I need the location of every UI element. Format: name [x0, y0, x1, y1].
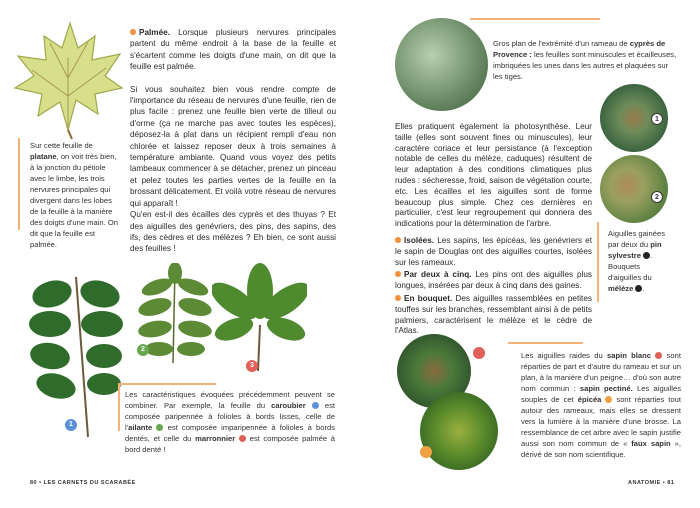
term: Isolées.: [404, 235, 435, 245]
term-text: Lorsque plusieurs nervures principales partent du même endroit à la base de la feuille et s'écartent comme les doigts d'une main, on dit que la feuille est palmée.: [130, 28, 336, 72]
sapin-caption: [521, 350, 681, 460]
caption-bold: mélèze: [608, 284, 634, 293]
term-text: Les pins ont des aiguilles plus longues, insérées par deux à cinq dans des gaines.: [395, 270, 592, 291]
term-text: Les sapins, les épicéas, les genévriers et le sapin de Douglas ont des aiguilles courtes, isolées sur les rameaux.: [395, 235, 592, 267]
caption-text: Les aiguilles souples de cet: [521, 384, 681, 404]
meleze-photo: [600, 155, 668, 223]
caption-bold: ailante: [128, 423, 153, 432]
caption-text: Les aiguilles raides du: [521, 351, 608, 360]
needle-badge-1: 1: [651, 113, 663, 125]
platane-leaf-illustration: [10, 18, 128, 140]
sapin-badge-1: [473, 347, 485, 359]
needle-badge-2: 2: [651, 191, 663, 203]
paragraph: Elles pratiquent également la photosynthèse. Leur taille (elles sont souvent fines ou minuscules), leur caractère coriace et leur persistance (à l'exception notable de celles du mélèze, caduques) résultent de leur adaptation à des conditions climatiques plus rudes : sécheresse, froid, saison de végétation courte, etc. Les écailles et les aiguilles sont de forme beaucoup plus simple. Chez ces dernières en particulier, c'est leur regroupement qui donnera des indications pour la détermination de l'arbre.: [395, 122, 592, 229]
paragraph: Qu'en est-il des écailles des cyprès et des thuyas ? Et des aiguilles des genévriers, des pins, des sapins, des ifs, des cèdres et des mélèzes ? Eh bien, ce sont aussi des feuilles !: [130, 210, 336, 254]
term: Par deux à cinq.: [404, 270, 472, 280]
bullet-dot: [130, 29, 136, 35]
caption-text: sont réparties tout autour des rameaux, mais elles se dressent vers la lumière à la manière d'une brosse. La ressemblance de cet arbre avec le sapin justifie aussi son nom commun de «: [521, 395, 681, 448]
left-footer: 80 • LES CARNETS DU SCARABÉE: [30, 480, 136, 486]
caption-bold: cyprès de Provence :: [493, 39, 666, 59]
bullet-bouquet: [395, 294, 592, 337]
right-column-text: [395, 122, 592, 337]
caption-bold: épicéa: [577, 395, 602, 404]
caption-text: Gros plan de l'extrémité d'un rameau de: [493, 39, 630, 48]
caption-bold: faux sapin: [631, 439, 671, 448]
caption-text: Sur cette feuille de: [30, 141, 93, 150]
needles-caption: [608, 228, 666, 294]
badge-1: 1: [65, 419, 77, 431]
bullet-par-deux: [395, 270, 592, 292]
caption-bold: caroubier: [271, 401, 306, 410]
cypres-photo: [395, 18, 488, 111]
caption-text: Les caractéristiques évoquées précédemment peuvent se combiner. Par exemple, la feuille du: [125, 390, 335, 410]
caption-bold: sapin blanc: [607, 351, 652, 360]
caption-bold: sapin pectiné.: [579, 384, 633, 393]
term-text: Des aiguilles rassemblées en petites touffes sur les branches, ressemblant ainsi à de petits palmiers, caractérisent le mélèze et le cèdre de l'Atlas.: [395, 293, 592, 336]
caption-text: », dérivé de son nom scientifique.: [521, 439, 681, 459]
epicea-badge-2: [420, 446, 432, 458]
palmee-paragraph: [130, 27, 336, 73]
bullet-dot: [395, 271, 401, 277]
right-footer: ANATOMIE • 81: [628, 480, 675, 486]
caption-text: Aiguilles gainées par deux du: [608, 229, 665, 249]
marker-1-icon: [643, 252, 650, 259]
caption-bold: pin sylvestre: [608, 240, 662, 260]
caption-bold: marronnier: [195, 434, 236, 443]
caption-text: est composée paripennée à folioles à bords lisses, celle de l': [125, 401, 335, 432]
blue-marker-icon: [312, 402, 319, 409]
paragraph: Si vous souhaitez bien vous rendre compte de l'importance du réseau de nervures d'une feuille, rien de plus facile : prenez une feuille bien verte de tilleul ou d'orme (ça ne marche pas avec toutes les espèces), déposez-la à plat dans un récipient rempli d'eau non chlorée et laissez reposer deux à trois semaines à température ambiante. Quand vous voyez des petits lambeaux commencer à se détacher, prenez un pinceau et pelez toutes les parties vertes de la feuille en la brossant délicatement. Et voilà votre réseau de nervures qui apparaît !: [130, 84, 336, 208]
caption-text: est composée imparipennée à folioles à bords dentés, et celle du: [125, 423, 335, 443]
caroubier-leaf-photo: [28, 272, 123, 442]
platane-caption: [30, 140, 122, 250]
caption-text: , on voit très bien, à la jonction du pétiole avec le limbe, les trois nervures principales qui divergent dans les lobes de la feuille à la manière des doigts d'une main. On dit que la feuille est palmée.: [30, 152, 118, 249]
left-column-text: [130, 27, 336, 255]
combine-caption: [125, 389, 335, 455]
cypres-caption: [493, 38, 678, 82]
caption-text: sont réparties de part et d'autre du rameau et sur un plan, à la manière d'un peigne… d'où son autre nom commun :: [521, 351, 681, 393]
bullet-isolees: [395, 236, 592, 268]
badge-2: 2: [137, 344, 149, 356]
term: En bouquet.: [404, 293, 453, 303]
badge-3: 3: [246, 360, 258, 372]
marronnier-leaf-photo: [212, 263, 307, 373]
caption-bold: platane: [30, 152, 57, 161]
bullet-dot: [395, 295, 401, 301]
caption-text: .: [642, 284, 645, 293]
term: Palmée.: [139, 28, 170, 37]
caption-text: les feuilles sont minuscules et écailleuses, imbriquées les unes dans les autres et plaquées sur les tiges.: [493, 50, 677, 81]
caption-text: est composée palmée à bord denté !: [125, 434, 335, 454]
epicea-photo: [420, 392, 498, 470]
caption-text: . Bouquets d'aiguilles du: [608, 251, 653, 282]
red-marker-icon: [239, 435, 246, 442]
bullet-dot: [395, 237, 401, 243]
